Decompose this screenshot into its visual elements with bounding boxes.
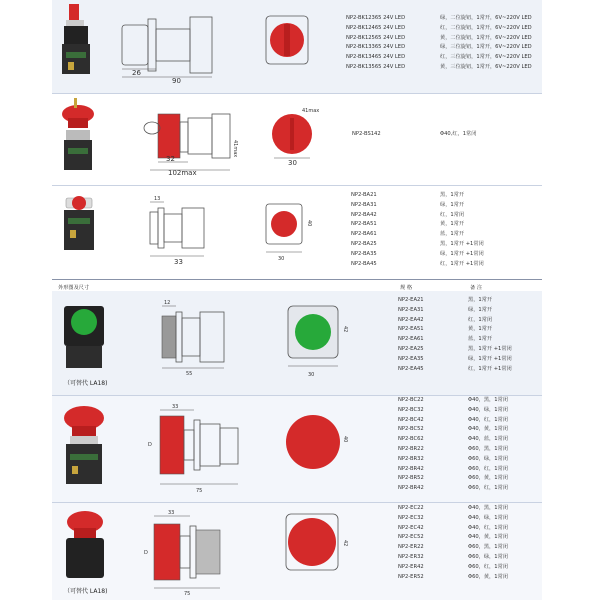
note-row: Φ60，绿，1常闭: [468, 455, 508, 462]
dim-c-ba: 40: [306, 220, 312, 227]
product-photo-flush-button: [62, 196, 96, 262]
dim-b-ba: 33: [174, 258, 183, 266]
note-row: 黑，1常开 +1常闭: [468, 345, 512, 352]
note-row: Φ40，蓝，1常闭: [468, 436, 508, 443]
model-row: NP2-BA31: [351, 201, 377, 208]
note-row: Φ40，黑，1常闭: [468, 505, 508, 511]
note-row: Φ60，黑，1常闭: [468, 445, 508, 452]
note-row: 红，1常闭: [468, 316, 493, 323]
note-row: Φ40，黄，1常闭: [468, 534, 508, 541]
dim-b-bc: 75: [196, 488, 203, 494]
note-row: Φ60，黑，1常闭: [468, 544, 508, 551]
model-row: NP2-BA35: [351, 250, 377, 257]
note-row: 黑，1常开: [440, 192, 465, 198]
dim-c-ec: D: [144, 550, 148, 556]
dim-d-ba: 30: [278, 256, 285, 262]
model-row: NP2-BK13365 24V LED: [346, 44, 406, 51]
model-row: NP2-ER32: [398, 553, 424, 560]
model-row: NP2-EA25: [398, 345, 424, 352]
dim-a-bs: 32: [166, 155, 175, 163]
note-row: 绿，1常开 +1常闭: [468, 355, 512, 362]
model-row: NP2-EC32: [398, 514, 424, 521]
note-list-ba: [440, 191, 484, 269]
dim-d-bc: 40: [342, 436, 348, 443]
note-row: 绿，1常开: [468, 306, 493, 313]
model-row: NP2-BC62: [398, 436, 424, 443]
dim-a-ea: 12: [164, 300, 171, 306]
model-row: NP2-BK12565 24V LED: [346, 34, 406, 41]
dim-a-bk: 26: [132, 69, 141, 77]
model-row: NP2-BA42: [351, 211, 377, 218]
red-button: [271, 211, 297, 237]
note-row: 红，二位旋钮，1常开，6V~220V LED: [440, 24, 532, 31]
front-drawing-bc: [282, 404, 354, 484]
dim-b-ec: 75: [184, 591, 191, 596]
note-row: 绿，1常开: [440, 201, 465, 208]
note-list-bk: [440, 14, 532, 73]
side-drawing-ea: [150, 296, 240, 376]
front-drawing-bs: [262, 100, 342, 166]
caption-ea: （可替代 LA18): [64, 380, 108, 387]
front-drawing-ba: [262, 200, 322, 262]
model-row: NP2-EC22: [398, 505, 424, 511]
note-row: 红，三位旋钮，1常开，6V~220V LED: [440, 54, 532, 61]
model-row: NP2-EA51: [398, 326, 424, 333]
side-drawing-bs: [122, 100, 252, 176]
note-row: 黑，1常开: [468, 297, 493, 303]
note-list-ea: [468, 296, 512, 374]
caption-ec: （可替代 LA18): [64, 588, 108, 595]
note-row: 黄，1常开: [468, 326, 493, 333]
note-list-ec: [468, 504, 508, 582]
model-row: NP2-BA25: [351, 240, 377, 247]
note-row: Φ60，黄，1常闭: [468, 475, 508, 482]
product-photo-green-button: [60, 300, 108, 372]
model-row: NP2-ER42: [398, 563, 424, 570]
model-list-ba: [351, 191, 377, 269]
note-row: 绿，1常开 +1常闭: [440, 250, 484, 257]
side-drawing-bk: [118, 5, 228, 85]
header-left: 外形图及尺寸: [58, 285, 90, 291]
model-row: NP2-BK12365 24V LED: [346, 15, 406, 21]
note-row: 红，1常闭: [440, 211, 465, 218]
note-row: 绿，三位旋钮，1常开，6V~220V LED: [440, 44, 532, 51]
model-row: NP2-BA45: [351, 260, 377, 267]
model-row: NP2-EA61: [398, 336, 424, 343]
model-row: NP2-EA35: [398, 355, 424, 362]
model-row: NP2-BR52: [398, 475, 424, 482]
model-list-ea: [398, 296, 424, 374]
note-row: Φ40，绿，1常闭: [468, 514, 508, 521]
dim-b-bs: 102max: [168, 169, 197, 176]
note-row: 黄，二位旋钮，1常开，6V~220V LED: [440, 34, 532, 41]
note-row: Φ60，红，1常闭: [468, 465, 508, 472]
red-mushroom-face: [288, 518, 336, 566]
dim-d-ec: 42: [342, 540, 348, 547]
green-cap: [71, 309, 97, 335]
note-row: Φ60，黄，1常闭: [468, 573, 508, 580]
note-row: Φ40,红，1常闭: [440, 131, 477, 137]
model-row: NP2-BC42: [398, 416, 424, 423]
note-row: Φ40，绿，1常闭: [468, 406, 508, 413]
green-face: [295, 314, 331, 350]
side-drawing-ba: [142, 194, 232, 266]
dim-a-bc: 33: [172, 404, 179, 410]
note-row: Φ40，黄，1常闭: [468, 426, 508, 433]
side-drawing-bc: [140, 400, 260, 496]
model-row: NP2-BA61: [351, 231, 377, 238]
model-row: NP2-BC32: [398, 406, 424, 413]
model-list-ec: [398, 504, 424, 582]
note-row: 红，1常开 +1常闭: [440, 260, 484, 267]
dim-a-ba: 13: [154, 196, 161, 202]
model-row: NP2-EC42: [398, 524, 424, 531]
dim-c-bs: 41max: [232, 140, 238, 158]
side-drawing-ec: [140, 506, 260, 596]
model-row: NP2-ER22: [398, 544, 424, 551]
note-row: Φ40，黑，1常闭: [468, 397, 508, 403]
note-row: Φ40，红，1常闭: [468, 524, 508, 531]
model-row: NP2-BR42: [398, 465, 424, 472]
model-row: NP2-EC52: [398, 534, 424, 541]
dim-a-ec: 33: [168, 510, 175, 516]
model-row: NP2-BS142: [352, 131, 381, 137]
header-right: 备 注: [470, 285, 483, 291]
note-row: 红，1常开 +1常闭: [468, 365, 512, 372]
model-row: NP2-BC52: [398, 426, 424, 433]
model-row: NP2-EA31: [398, 306, 424, 313]
model-list-bc: [398, 396, 424, 494]
note-row: 蓝，1常开: [440, 231, 465, 238]
red-mushroom-face: [286, 415, 340, 469]
note-row: 绿，二位旋钮，1常开，6V~220V LED: [440, 15, 532, 21]
model-row: NP2-BK13565 24V LED: [346, 63, 406, 70]
model-row: NP2-BR32: [398, 455, 424, 462]
note-list-bs: [440, 130, 476, 140]
product-photo-selector: [58, 4, 94, 84]
note-row: 黄，三位旋钮，1常开，6V~220V LED: [440, 63, 532, 70]
dim-b-bk: 90: [172, 77, 181, 85]
model-row: NP2-BA21: [351, 192, 377, 198]
note-row: 蓝，1常开: [468, 336, 493, 343]
front-drawing-bk: [262, 12, 312, 68]
note-row: 黄，1常开: [440, 221, 465, 228]
dim-d-bs: 41max: [302, 108, 320, 114]
model-row: NP2-BK13465 24V LED: [346, 54, 406, 61]
dim-b-ea: 55: [186, 371, 193, 376]
model-row: NP2-BA51: [351, 221, 377, 228]
model-row: NP2-EA42: [398, 316, 424, 323]
dim-c-bc: D: [148, 442, 152, 448]
model-list-bs: [352, 130, 381, 140]
header-mid: 规 格: [400, 285, 413, 291]
product-photo-key-emergency: [58, 96, 98, 178]
note-list-bc: [468, 396, 508, 494]
dim-e-bs: 30: [288, 159, 297, 166]
front-drawing-ea: [282, 300, 354, 382]
model-list-bk: [346, 14, 405, 73]
dim-c-ea: 42: [342, 326, 348, 333]
note-row: 黑，1常开 +1常闭: [440, 240, 484, 247]
model-row: NP2-BC22: [398, 397, 424, 403]
model-row: NP2-BR22: [398, 445, 424, 452]
dim-d-ea: 30: [308, 372, 315, 378]
product-photo-mushroom: [60, 402, 108, 490]
divider: [52, 279, 542, 280]
product-photo-mushroom-ec: [62, 508, 108, 584]
note-row: Φ40，红，1常闭: [468, 416, 508, 423]
model-row: NP2-EA45: [398, 365, 424, 372]
note-row: Φ60，红，1常闭: [468, 485, 508, 492]
model-row: NP2-EA21: [398, 297, 424, 303]
model-row: NP2-BR42: [398, 485, 424, 492]
model-row: NP2-ER52: [398, 573, 424, 580]
model-row: NP2-BK12465 24V LED: [346, 24, 406, 31]
note-row: Φ60，红，1常闭: [468, 563, 508, 570]
front-drawing-ec: [282, 510, 354, 590]
note-row: Φ60，绿，1常闭: [468, 553, 508, 560]
